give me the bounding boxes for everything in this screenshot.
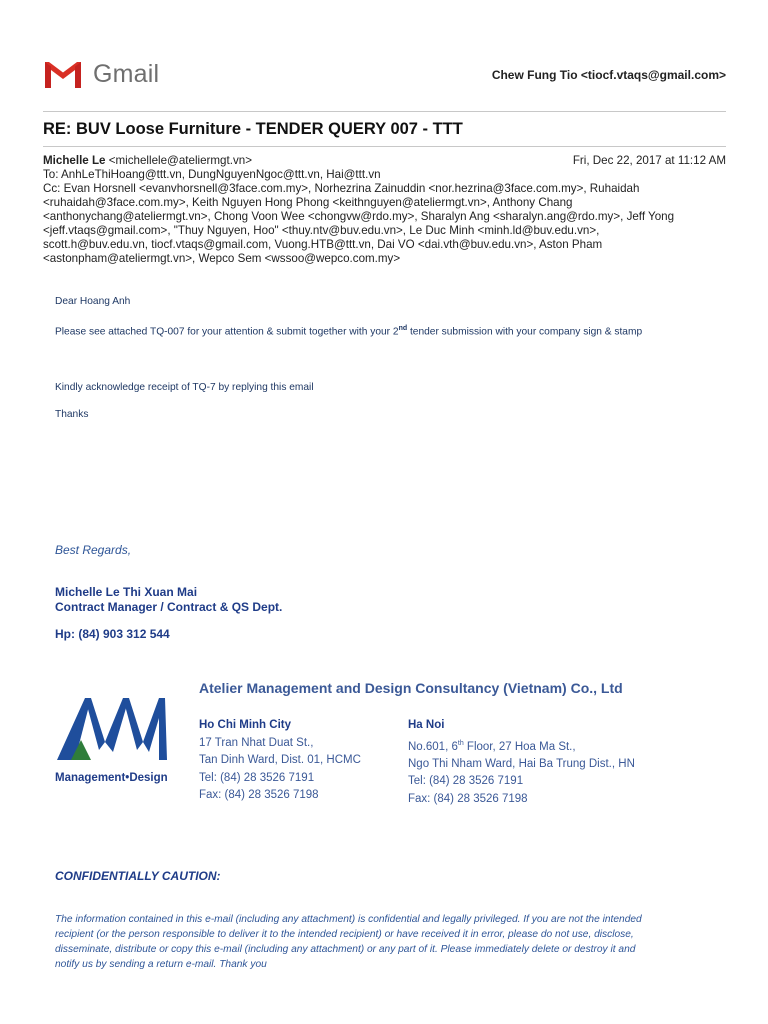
regards: Best Regards, xyxy=(55,543,132,557)
signature-name: Michelle Le Thi Xuan Mai xyxy=(55,585,198,599)
cc-line: <ruhaidah@3face.com.my>, Keith Nguyen Hong Phong <keithnguyen@ateliermgt.vn>, Anthony Chang xyxy=(43,196,573,209)
account-name[interactable]: Chew Fung Tio <tiocf.vtaqs@gmail.com> xyxy=(491,68,726,82)
caution-text xyxy=(55,912,725,972)
address-part: Floor, 27 Hoa Ma St., xyxy=(463,740,576,753)
gmail-logo-icon[interactable] xyxy=(43,58,83,90)
address-sup: th xyxy=(457,739,464,747)
cc-line: <anthonychang@ateliermgt.vn>, Chong Voon Wee <chongvw@rdo.my>, Sharalyn Ang <sharalyn.ang@rdo.my>, Jeff Yong xyxy=(43,210,675,223)
cc-line: scott.h@buv.edu.vn, tiocf.vtaqs@gmail.com, Vuong.HTB@ttt.vn, Dai VO <dai.vth@buv.edu.vn>, Aston Pham xyxy=(43,238,603,251)
office-city: Ho Chi Minh City xyxy=(199,719,291,731)
office-address-line: Tan Dinh Ward, Dist. 01, HCMC xyxy=(199,754,361,766)
office-address-line: Ngo Thi Nham Ward, Hai Ba Trung Dist., HN xyxy=(408,757,635,770)
cc-line: <jeff.vtaqs@gmail.com>, "Thuy Nguyen, Hoo" <thuy.ntv@buv.edu.vn>, Le Duc Minh <minh.ld@buv.edu.vn>, xyxy=(43,224,600,237)
subject-divider xyxy=(43,146,726,147)
office-address-line: 17 Tran Nhat Duat St., xyxy=(199,736,314,749)
office-hanoi xyxy=(408,717,635,808)
email-meta xyxy=(43,154,726,266)
body-line-1-start: Please see attached TQ-007 for your attention & submit together with your 2 xyxy=(55,326,399,338)
office-fax: Fax: (84) 28 3526 7198 xyxy=(408,792,528,805)
address-part: No.601, 6 xyxy=(408,740,458,753)
signature-title: Contract Manager / Contract & QS Dept. xyxy=(55,600,283,614)
cc-line: Cc: Evan Horsnell <evanvhorsnell@3face.com.my>, Norhezrina Zainuddin <nor.hezrina@3face.com.my>, Ruhaidah xyxy=(43,182,640,195)
caution-line: The information contained in this e-mail (including any attachment) is confidential and legally privileged. If you are not the intended xyxy=(55,914,642,925)
caution-line: notify us by sending a return e-mail. Thank you xyxy=(55,959,267,970)
body-line-1-sup: nd xyxy=(398,325,408,332)
office-address-line xyxy=(408,735,635,756)
body-line-1 xyxy=(55,325,642,337)
thanks: Thanks xyxy=(55,409,89,420)
sender-email: <michellele@ateliermgt.vn> xyxy=(108,154,252,167)
office-city: Ha Noi xyxy=(408,719,445,731)
office-tel: Tel: (84) 28 3526 7191 xyxy=(408,775,524,788)
caution-title: CONFIDENTIALLY CAUTION: xyxy=(55,869,221,883)
email-subject: RE: BUV Loose Furniture - TENDER QUERY 007 - TTT xyxy=(43,120,463,138)
signature-phone[interactable]: Hp: (84) 903 312 544 xyxy=(55,627,170,641)
gmail-brand-text: Gmail xyxy=(93,60,160,88)
logo-caption: Management•Design xyxy=(55,772,168,784)
from-line xyxy=(43,154,726,168)
body-line-1-end: tender submission with your company sign & stamp xyxy=(407,326,643,338)
office-tel: Tel: (84) 28 3526 7191 xyxy=(199,771,315,784)
office-fax: Fax: (84) 28 3526 7198 xyxy=(199,789,319,801)
office-hcmc xyxy=(199,717,361,805)
to-line: To: AnhLeThiHoang@ttt.vn, DungNguyenNgoc@ttt.vn, Hai@ttt.vn xyxy=(43,168,381,181)
body-line-2: Kindly acknowledge receipt of TQ-7 by replying this email xyxy=(55,382,314,393)
company-name: Atelier Management and Design Consultancy (Vietnam) Co., Ltd xyxy=(199,680,623,696)
email-date: Fri, Dec 22, 2017 at 11:12 AM xyxy=(572,154,726,167)
sender-name: Michelle Le xyxy=(43,154,106,167)
caution-line: disseminate, distribute or copy this e-mail (including any attachment) or any part of it. Please immediately delete or destroy it and xyxy=(55,944,636,955)
gmail-header xyxy=(43,58,726,92)
header-divider xyxy=(43,111,726,112)
greeting: Dear Hoang Anh xyxy=(55,296,131,307)
caution-line: recipient (or the person responsible to deliver it to the intended recipient) or have received it in error, please do not use, disclose, xyxy=(55,929,634,940)
cc-line: <astonpham@ateliermgt.vn>, Wepco Sem <wssoo@wepco.com.my> xyxy=(43,252,401,265)
